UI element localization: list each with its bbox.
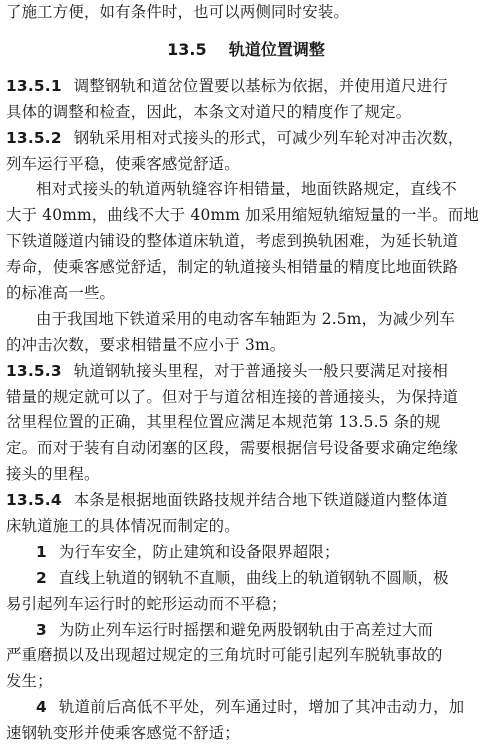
clause-text: 本条是根据地面铁路技规并结合地下铁道隧道内整体道 [73,491,448,510]
paragraph [6,177,486,306]
list-item-line: 速钢轨变形并使乘客感觉不舒适； [6,724,240,743]
paragraph-line: 相对式接头的轨道两轨缝容许相错量，地面铁路规定，直线不 [36,180,457,199]
list-item [6,695,486,747]
clause-text-line: 床轨道施工的具体情况而制定的。 [6,517,240,536]
document-page [6,0,486,747]
paragraph-line: 的冲击次数，要求相错量不应小于 3m。 [6,335,286,354]
list-item-line: 易引起列车运行时的蛇形运动而不平稳； [6,594,287,613]
clause-13-5-3 [6,359,486,488]
list-item-number: 2 [36,568,47,587]
list-item-first-line [6,540,486,566]
clause-text-line: 定。而对于装有自动闭塞的区段，需要根据信号设备要求确定绝缘 [6,439,459,458]
paragraph-line: 大于 40mm，曲线不大于 40mm 加采用缩短轨缩短量的一半。而地 [6,206,480,225]
list-item-line: 发生； [6,672,53,691]
list-item-text: 直线上轨道的钢轨不直顺，曲线上的轨道钢轨不圆顺，极 [58,568,449,587]
clause-first-line [6,126,486,152]
section-number: 13.5 [167,39,207,59]
clause-first-line [6,359,486,385]
clause-text-line: 具体的调整和检查，因此，本条文对道尺的精度作了规定。 [6,102,412,121]
list-item-number: 1 [36,542,47,561]
list-item-line: 严重磨损以及出现超过规定的三角坑时可能引起列车脱轨事故的 [6,646,443,665]
clause-first-line [6,74,486,100]
list-item [6,540,486,566]
paragraph-line: 寿命，使乘客感觉舒适，制定的轨道接头相错量的精度比地面铁路 [6,258,459,277]
clause-number: 13.5.3 [6,361,62,380]
paragraph [6,307,486,359]
list-item-text: 轨道前后高低不平处，列车通过时，增加了其冲击动力，加 [58,698,465,717]
paragraph-line: 由于我国地下铁道采用的电动客车轴距为 2.5m，为减少列车 [36,309,456,328]
list-item-number: 4 [36,698,47,717]
clause-number: 13.5.1 [6,76,62,95]
clause-number: 13.5.2 [6,128,62,147]
clause-13-5-4 [6,488,486,747]
section-heading [6,30,486,70]
clause-text-line: 岔里程位置的正确，其里程位置应满足本规范第 13.5.5 条的规 [6,413,441,432]
clause-text-line: 列车运行平稳，使乘客感觉舒适。 [6,154,240,173]
paragraph-line: 下铁道隧道内铺设的整体道床轨道，考虑到换轨困难，为延长轨道 [6,232,459,251]
section-title: 轨道位置调整 [228,39,325,59]
list-item [6,618,486,696]
list-item-text: 为防止列车运行时摇摆和避免两股钢轨由于高差过大而 [58,620,434,639]
clause-text-line: 接头的里程。 [6,465,100,484]
clause-first-line [6,488,486,514]
list-item [6,566,486,618]
list-item-first-line [6,566,486,592]
paragraph-line: 的标准高一些。 [6,284,116,303]
clause-13-5-2 [6,126,486,359]
clause-text-line: 错量的规定就可以了。但对于与道岔相连接的普通接头，为保持道 [6,387,459,406]
list-item-number: 3 [36,620,47,639]
intro-line: 了施工方便，如有条件时，也可以两侧同时安装。 [6,3,349,21]
clause-text: 钢轨采用相对式接头的形式，可减少列车轮对冲击次数， [73,128,464,147]
clause-13-5-1 [6,74,486,126]
list-item-text: 为行车安全，防止建筑和设备限界超限； [58,542,340,561]
clause-text: 调整钢轨和道岔位置要以基标为依据，并使用道尺进行 [73,76,448,95]
clause-number: 13.5.4 [6,491,62,510]
list-item-first-line [6,618,486,644]
clause-text: 轨道钢轨接头里程，对于普通接头一般只要满足对接相 [73,361,448,380]
list-item-first-line [6,695,486,721]
